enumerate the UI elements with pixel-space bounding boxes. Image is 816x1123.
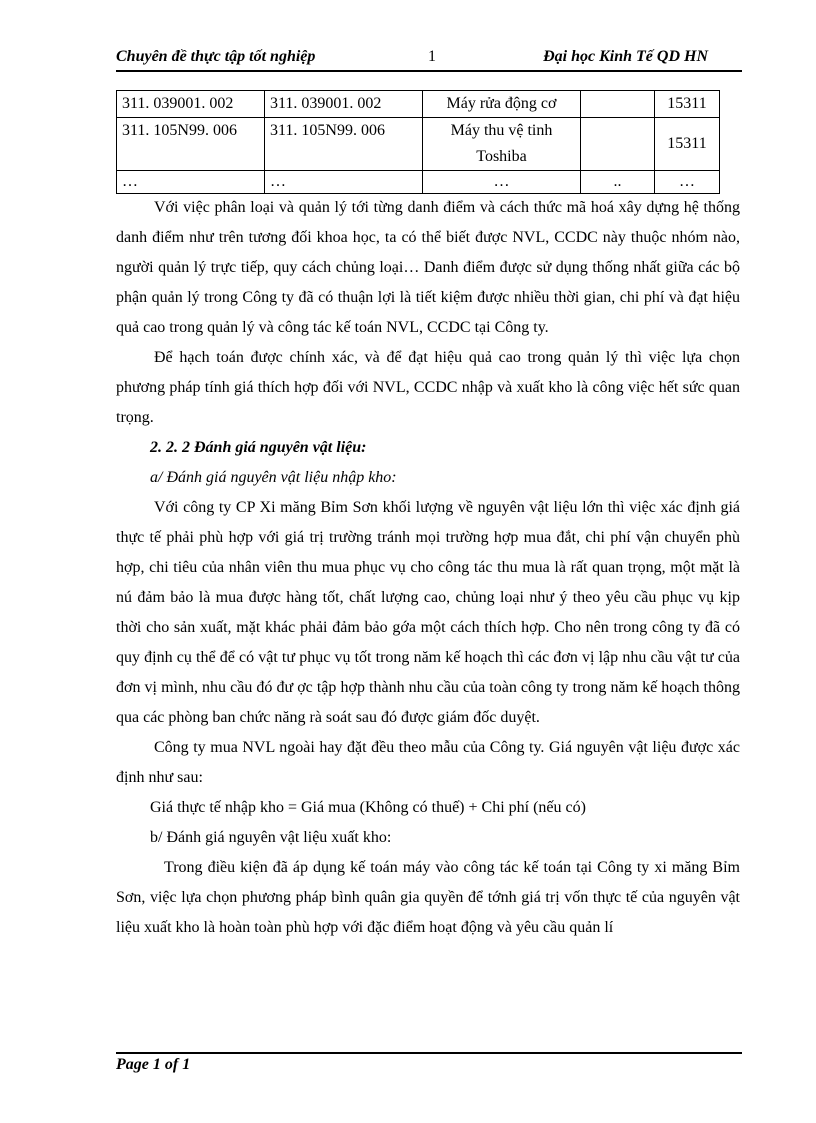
table-cell: 311. 039001. 002 [265,91,423,118]
footer-divider [116,1052,742,1054]
document-body [116,193,740,943]
table-cell: .. [581,171,655,194]
table-cell: 311. 039001. 002 [117,91,265,118]
paragraph: Để hạch toán được chính xác, và để đạt hiệu quả cao trong quản lý thì việc lựa chọn phương pháp tính giá thích hợp đối với NVL, CCDC nhập và xuất kho là công việc hết sức quan trọng. [116,349,740,426]
table-cell: 311. 105N99. 006 [117,118,265,171]
section-heading: 2. 2. 2 Đánh giá nguyên vật liệu: [150,439,367,456]
material-codes-table [116,90,720,194]
table-cell [581,118,655,171]
table-row [117,91,720,118]
formula-line: Giá thực tế nhập kho = Giá mua (Không có thuế) + Chi phí (nếu có) [150,799,586,816]
header-university: Đại học Kinh Tế QD HN [543,48,708,65]
table-cell: 15311 [655,91,720,118]
paragraph: Với việc phân loại và quản lý tới từng danh điểm và cách thức mã hoá xây dựng hệ thống danh điểm như trên tương đối khoa học, ta có thể biết được NVL, CCDC này thuộc nhóm nào, người quản lý trực tiếp, quy cách chủng loại… Danh điểm được sử dụng thống nhất giữa các bộ phận quản lý trong Công ty đã có thuận lợi là tiết kiệm được nhiều thời gian, chi phí và đạt hiệu quả cao trong quản lý và công tác kế toán NVL, CCDC tại Công ty. [116,199,740,336]
paragraph: Trong điều kiện đã áp dụng kế toán máy vào công tác kế toán tại Công ty xi măng Bỉm Sơn, việc lựa chọn phương pháp bình quân gia quyền để tớnh giá trị vốn thực tế của nguyên vật liệu xuất kho là hoàn toàn phù hợp với đặc điểm hoạt động và yêu cầu quản lí [116,859,740,936]
table-cell: 15311 [655,118,720,171]
table-cell [581,91,655,118]
header-page-number: 1 [428,48,436,65]
table-cell: 311. 105N99. 006 [265,118,423,171]
paragraph: Công ty mua NVL ngoài hay đặt đều theo mẫu của Công ty. Giá nguyên vật liệu được xác định như sau: [116,739,740,786]
table-row [117,118,720,171]
subsection-heading: a/ Đánh giá nguyên vật liệu nhập kho: [150,469,397,486]
table-cell: … [117,171,265,194]
subsection-heading: b/ Đánh giá nguyên vật liệu xuất kho: [150,829,392,846]
header-title: Chuyên đề thực tập tốt nghiệp [116,48,316,65]
table-row [117,171,720,194]
page-footer: Page 1 of 1 [116,1056,191,1073]
table-cell: … [655,171,720,194]
table-cell: … [265,171,423,194]
table-cell: Máy thu vệ tinh Toshiba [423,118,581,171]
table-cell: … [423,171,581,194]
paragraph: Với công ty CP Xi măng Bỉm Sơn khối lượng về nguyên vật liệu lớn thì việc xác định giá thực tế phải phù hợp với giá trị trường tránh mọi trường hợp mua đắt, chi phí vận chuyển phù hợp, chi tiêu của nhân viên thu mua phục vụ cho công tác thu mua là rất quan trọng, một mặt là nú đảm bảo là mua được hàng tốt, chất lượng cao, chủng loại như ý theo yêu cầu phục vụ kịp thời cho sản xuất, mặt khác phải đảm bảo gớa một cách thích hợp. Cho nên trong công ty đã có quy định cụ thể để có vật tư phục vụ tốt trong năm kế hoạch thì các đơn vị lập nhu cầu vật tư của đơn vị mình, nhu cầu đó đư ợc tập hợp thành nhu cầu của toàn công ty trong năm kế hoạch thông qua các phòng ban chức năng rà soát sau đó được giám đốc duyệt. [116,499,740,726]
header-divider [116,70,742,72]
table-cell: Máy rửa động cơ [423,91,581,118]
page-header [116,48,742,70]
